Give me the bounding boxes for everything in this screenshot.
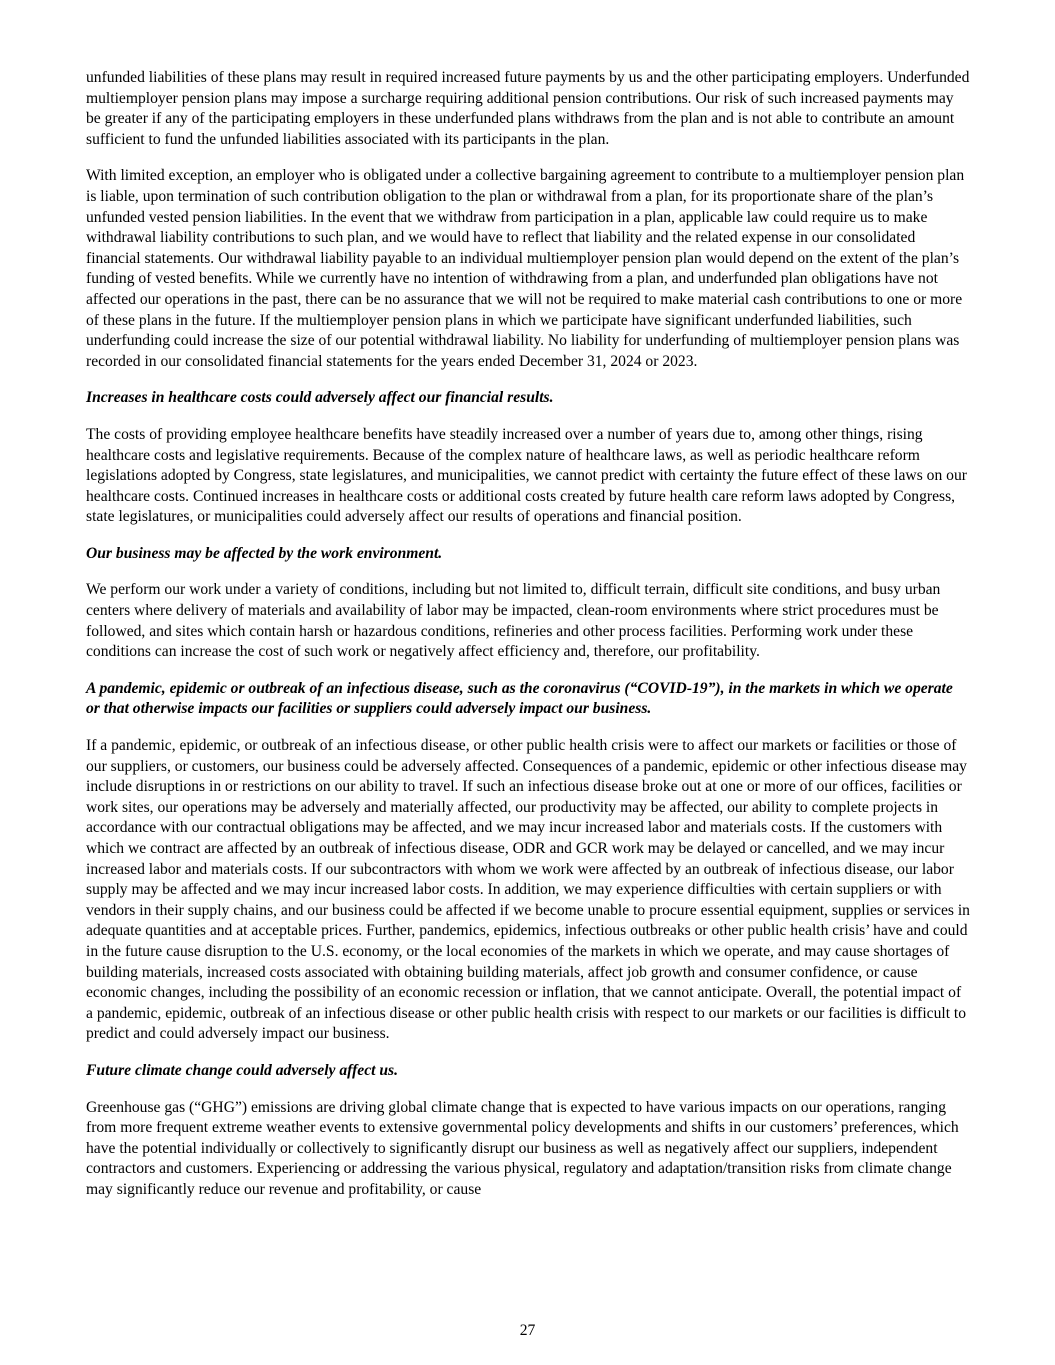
- paragraph-climate-change: Greenhouse gas (“GHG”) emissions are driving global climate change that is expected to have various impacts on our operations, ranging from more frequent extreme weather events to extensive governmental policy developments and shifts in our customers’ preferences, which have the potential individually or collectively to significantly disrupt our business as well as negatively affect our suppliers, independent contractors and customers. Experiencing or addressing the various physical, regulatory and adaptation/transition risks from climate change may significantly reduce our revenue and profitability, or cause: [86, 1098, 959, 1198]
- paragraph-pandemic: If a pandemic, epidemic, or outbreak of an infectious disease, or other public health crisis were to affect our markets or facilities or those of our suppliers, or customers, our business could be adversely affected. Consequences of a pandemic, epidemic or other infectious disease may include disruptions in or restrictions on our ability to travel. If such an infectious disease broke out at one or more of our offices, facilities or work sites, our operations may be adversely and materially affected, our productivity may be affected, our ability to complete projects in accordance with our contractual obligations may be affected, and we may incur increased labor and materials costs. If the customers with which we contract are affected by an outbreak of infectious disease, ODR and GCR work may be delayed or cancelled, and we may incur increased labor and materials costs. If our subcontractors with whom we work were affected by an outbreak of infectious disease, our labor supply may be affected and we may incur increased labor costs. In addition, we may experience difficulties with certain suppliers or with vendors in their supply chains, and our business could be affected if we become unable to procure essential equipment, supplies or services in adequate quantities and at acceptable prices. Further, pandemics, epidemics, infectious outbreaks or other public health crisis’ have and could in the future cause disruption to the U.S. economy, or the local economies of the markets in which we operate, and may cause shortages of building materials, increased costs associated with obtaining building materials, affect job growth and consumer confidence, or cause economic changes, including the possibility of an economic recession or inflation, that we cannot anticipate. Overall, the potential impact of a pandemic, epidemic, outbreak of an infectious disease or other public health crisis with respect to our markets or our facilities is difficult to predict and could adversely impact our business.: [86, 737, 970, 1043]
- heading-pandemic: A pandemic, epidemic or outbreak of an infectious disease, such as the coronavirus (“COVID-19”), in the markets in which we operate or that otherwise impacts our facilities or suppliers could adversely impact our business.: [86, 679, 953, 718]
- paragraph-work-environment: We perform our work under a variety of conditions, including but not limited to, difficult terrain, difficult site conditions, and busy urban centers where delivery of materials and availability of labor may be impacted, clean-room environments where strict procedures must be followed, and sites which contain harsh or hazardous conditions, refineries and other process facilities. Performing work under these conditions can increase the cost of such work or negatively affect efficiency and, therefore, our profitability.: [86, 581, 941, 661]
- paragraph-multiemployer-unfunded: unfunded liabilities of these plans may result in required increased future payments by us and the other participating employers. Underfunded multiemployer pension plans may impose a surcharge requiring additional pension contributions. Our risk of such increased payments may be greater if any of the participating employers in these underfunded plans withdraws from the plan and is not able to contribute an amount sufficient to fund the unfunded liabilities associated with its participants in the plan.: [86, 69, 970, 148]
- heading-healthcare-costs: Increases in healthcare costs could adversely affect our financial results.: [86, 389, 554, 407]
- paragraph-withdrawal-liability: With limited exception, an employer who is obligated under a collective bargaining agreement to contribute to a multiemployer pension plan is liable, upon termination of such contribution obligation to the plan or withdrawal from a plan, for its proportionate share of the plan’s unfunded vested pension liabilities. In the event that we withdraw from participation in a plan, applicable law could require us to make withdrawal liability contributions to such plan, and we would have to reflect that liability and the related expense in our consolidated financial statements. Our withdrawal liability payable to an individual multiemployer pension plan would depend on the extent of the plan’s funding of vested benefits. While we currently have no intention of withdrawing from a plan, and underfunded plan obligations have not affected our operations in the past, there can be no assurance that we will not be required to make material cash contributions to one or more of these plans in the future. If the multiemployer pension plans in which we participate have significant underfunded liabilities, such underfunding could increase the size of our potential withdrawal liability. No liability for underfunding of multiemployer pension plans was recorded in our consolidated financial statements for the years ended December 31, 2024 or 2023.: [86, 167, 965, 370]
- heading-climate-change: Future climate change could adversely affect us.: [86, 1061, 398, 1079]
- page-number: 27: [519, 1322, 536, 1339]
- heading-work-environment: Our business may be affected by the work environment.: [86, 544, 443, 562]
- paragraph-healthcare-costs: The costs of providing employee healthcare benefits have steadily increased over a number of years due to, among other things, rising healthcare costs and legislative requirements. Because of the complex nature of healthcare laws, as well as periodic healthcare reform legislations adopted by Congress, state legislatures, and municipalities, we cannot predict with certainty the future effect of these laws on our healthcare costs. Continued increases in healthcare costs or additional costs created by future health care reform laws adopted by Congress, state legislatures, or municipalities could adversely affect our results of operations and financial position.: [86, 425, 967, 526]
- document-body: [86, 68, 970, 1217]
